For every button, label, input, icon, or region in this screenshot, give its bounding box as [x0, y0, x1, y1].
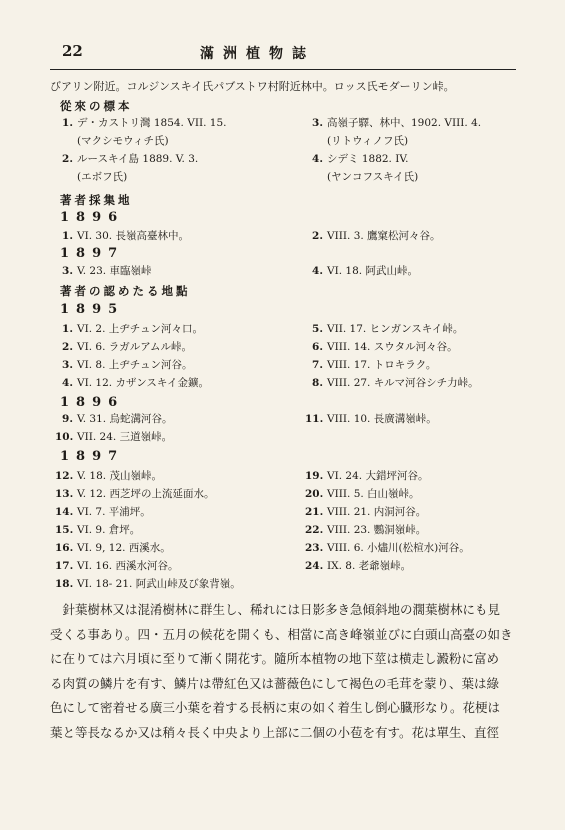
list-item: 24. IX. 8. 老爺嶺峠。 [305, 560, 412, 572]
list-item: 13. V. 12. 西芝坪の上流延面水。 [55, 488, 215, 500]
list-item: 10. VII. 24. 三道嶺峠。 [55, 431, 173, 443]
list-item: 4. VI. 12. カザンスキイ金鑛。 [62, 377, 209, 389]
list-item: 20. VIII. 5. 白山嶺峠。 [305, 488, 420, 500]
year-heading: 1897 [60, 449, 125, 464]
list-item: 3. VI. 8. 上ヂチュン河谷。 [62, 359, 193, 371]
page-number: 22 [62, 42, 83, 60]
list-item: 6. VIII. 14. スウタル河々谷。 [312, 341, 458, 353]
paragraph-line: に在りては六月頃に至りて漸く開花す。隨所本植物の地下莖は横走し澱粉に富め [50, 651, 500, 666]
list-item: 12. V. 18. 茂山嶺峠。 [55, 470, 162, 482]
list-item: 4. VI. 18. 阿武山峠。 [312, 265, 418, 277]
description-paragraph [50, 598, 520, 745]
list-item: 2. ルースキイ島 1889. V. 3. [62, 153, 199, 165]
list-item: 17. VI. 16. 西溪水河谷。 [55, 560, 179, 572]
list-item: 3. V. 23. 車臨嶺峠 [62, 265, 152, 277]
list-item-note: (エボフ氏) [77, 171, 128, 183]
list-item: 3. 高嶺子驛、林中、1902. VIII. 4. [312, 117, 482, 129]
paragraph-line: 受くる事あり。四・五月の候花を開くも、相當に高き峰嶺並びに白頭山高臺の如き [50, 626, 513, 642]
section-heading-author-collections: 著者採集地 [60, 193, 133, 207]
header-rule [50, 69, 516, 70]
running-title: 滿洲植物誌 [200, 46, 315, 62]
year-heading: 1897 [60, 246, 125, 261]
list-item: 14. VI. 7. 平浦坪。 [55, 506, 151, 518]
list-item: 22. VIII. 23. 鸚洞嶺峠。 [305, 524, 427, 536]
list-item: 1. デ・カストリ灣 1854. VII. 15. [62, 117, 227, 129]
list-item: 21. VIII. 21. 内洞河谷。 [305, 506, 427, 518]
section-heading-old-specimens: 從來の標本 [60, 99, 133, 113]
list-item: 2. VIII. 3. 鷹窠松河々谷。 [312, 230, 441, 242]
paragraph-line: 色にして密着せる廣三小葉を着する長柄に束の如く着生し倒心臓形なり。花梗は [50, 700, 501, 715]
paragraph-line: 針葉樹林又は混淆樹林に群生し、稀れには日影多き急傾斜地の濶葉樹林にも見 [50, 602, 501, 617]
list-item: 5. VII. 17. ヒンガンスキイ峠。 [312, 323, 464, 335]
list-item: 15. VI. 9. 倉坪。 [55, 524, 141, 536]
list-item: 11. VIII. 10. 長廣溝嶺峠。 [305, 413, 437, 425]
section-heading-author-sightings: 著者の認めたる地點 [60, 284, 191, 298]
list-item: 23. VIII. 6. 小燼川(松楦水)河谷。 [305, 542, 470, 554]
list-item: 8. VIII. 27. キルマ河谷シチ力峠。 [312, 377, 479, 389]
list-item: 18. VI. 18- 21. 阿武山峠及び象背嶺。 [55, 578, 241, 590]
intro-line: びアリン附近。コルジンスキイ氏パブストワ村附近林中。ロッス氏モダーリン峠。 [50, 80, 455, 93]
list-item: 2. VI. 6. ラガルアムル峠。 [62, 341, 193, 353]
list-item-note: (ヤンコフスキイ氏) [327, 171, 419, 183]
list-item: 7. VIII. 17. トロキラク。 [312, 359, 437, 371]
list-item: 1. VI. 30. 長嶺高臺林中。 [62, 230, 189, 242]
year-heading: 1896 [60, 395, 125, 410]
list-item: 4. シデミ 1882. IV. [312, 153, 409, 165]
list-item: 19. VI. 24. 大錯坪河谷。 [305, 470, 429, 482]
paragraph-line: る肉質の鱗片を有す、鱗片は帶紅色又は薔薇色にして褐色の毛茸を蒙り、葉は綠 [50, 675, 500, 691]
list-item-note: (マクシモウィチ氏) [77, 135, 169, 147]
list-item: 9. V. 31. 烏蛇溝河谷。 [62, 413, 173, 425]
list-item: 16. VI. 9, 12. 西溪水。 [55, 542, 171, 554]
page-header [0, 40, 565, 64]
list-item: 1. VI. 2. 上ヂチュン河々口。 [62, 323, 203, 335]
year-heading: 1895 [60, 302, 125, 317]
paragraph-line: 葉と等長なるか又は稍々長く中央より上部に二個の小苞を有す。花は單生、直徑 [50, 724, 500, 740]
year-heading: 1896 [60, 210, 125, 225]
list-item-note: (リトウィノフ氏) [327, 135, 409, 147]
